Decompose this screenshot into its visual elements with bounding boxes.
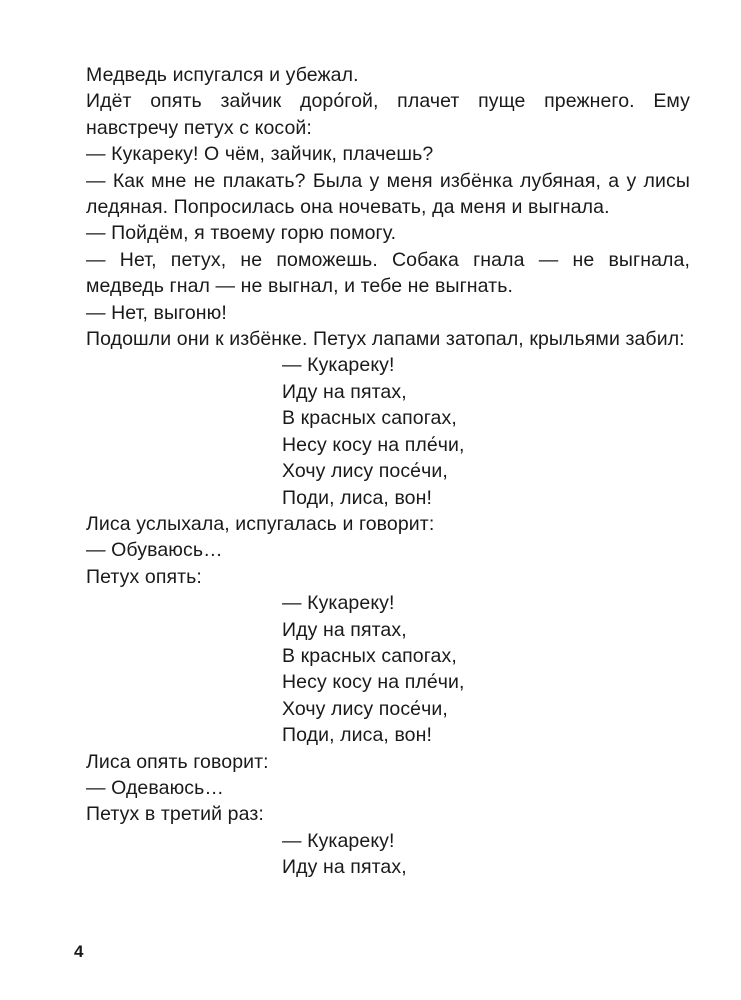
page-number: 4 (74, 942, 84, 961)
dialog-line: — Кукареку! О чём, зайчик, плачешь? (86, 143, 434, 166)
paragraph: Петух в третий раз: (86, 803, 264, 826)
verse-line: Поди, лиса, вон! (282, 486, 433, 509)
dialog-line: — Нет, выгоню! (86, 301, 227, 324)
dialog-line: — Обуваюсь… (86, 539, 223, 562)
paragraph: Идёт опять зайчик доро́гой, плачет пуще прежнего. Ему навстречу петух с косой: (86, 90, 690, 139)
verse-line: В красных сапогах, (282, 407, 457, 430)
verse-line: Поди, лиса, вон! (282, 724, 433, 747)
verse-block (86, 828, 690, 881)
paragraph: Медведь испугался и убежал. (86, 64, 359, 86)
dialog-line: — Нет, петух, не поможешь. Собака гнала — не выгнала, медведь гнал — не выгнал, и тебе не выгнать. (86, 248, 690, 298)
verse-line: — Кукареку! (282, 354, 395, 377)
paragraph: Подошли они к избёнке. Петух лапами затопал, крыльями забил: (86, 328, 685, 351)
verse-line: Хочу лису посе́чи, (282, 460, 448, 483)
verse-line: — Кукареку! (282, 592, 395, 615)
dialog-line: — Как мне не плакать? Была у меня избёнка лубяная, а у лисы ледяная. Попросилась она ночевать, да меня и выгнала. (86, 169, 690, 219)
paragraph: Петух опять: (86, 565, 202, 588)
verse-line: — Кукареку! (282, 829, 395, 852)
verse-block (86, 590, 690, 748)
verse-line: В красных сапогах, (282, 644, 457, 667)
verse-line: Несу косу на пле́чи, (282, 671, 465, 694)
dialog-line: — Одеваюсь… (86, 776, 224, 799)
verse-line: Иду на пятах, (282, 856, 407, 879)
story-text (86, 62, 690, 881)
verse-line: Несу косу на пле́чи, (282, 433, 465, 456)
paragraph: Лиса услыхала, испугалась и говорит: (86, 512, 435, 535)
verse-line: Хочу лису посе́чи, (282, 697, 448, 720)
verse-line: Иду на пятах, (282, 380, 407, 403)
dialog-line: — Пойдём, я твоему горю помогу. (86, 222, 397, 245)
paragraph: Лиса опять говорит: (86, 750, 269, 773)
verse-line: Иду на пятах, (282, 618, 407, 641)
verse-block (86, 352, 690, 510)
